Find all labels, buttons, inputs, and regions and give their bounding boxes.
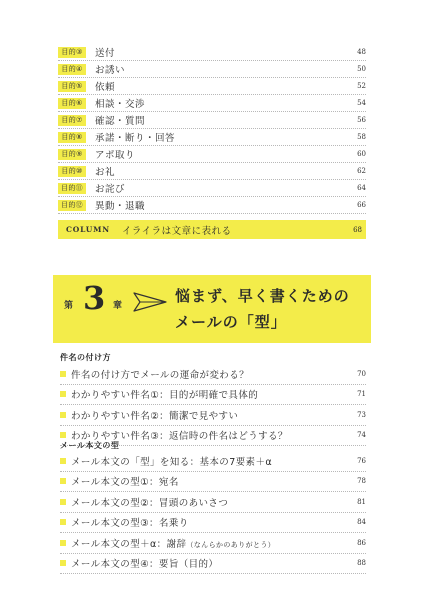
page-number: 66 xyxy=(357,201,366,209)
toc-row xyxy=(58,112,366,129)
purpose-tag: 目的⑨ xyxy=(58,149,86,160)
toc-row xyxy=(60,451,366,472)
page-number: 76 xyxy=(357,456,366,465)
toc-entry-title: メール本文の型③：名乗り xyxy=(71,518,189,530)
toc-entry-title: メール本文の「型」を知る：基本の7要素＋α xyxy=(71,456,273,468)
bullet-square-icon xyxy=(60,432,66,438)
toc-row xyxy=(60,492,366,513)
toc-entry-title: お詫び xyxy=(95,184,126,195)
toc-entry-title: メール本文の型②：冒頭のあいさつ xyxy=(71,497,229,509)
purpose-tag: 目的⑧ xyxy=(58,132,86,143)
toc-entry-title: お誘い xyxy=(95,65,126,76)
toc-entry-title: わかりやすい件名③：返信時の件名はどうする？ xyxy=(71,431,288,443)
toc-entry-note: （なんらかのありがとう） xyxy=(186,540,276,549)
chapter-prefix: 第 xyxy=(64,301,74,311)
purpose-toc-list xyxy=(58,44,366,214)
toc-row xyxy=(58,197,366,214)
toc-entry-title: メール本文の型①：宛名 xyxy=(71,477,179,489)
page-number: 50 xyxy=(357,65,366,73)
page-number: 52 xyxy=(357,82,366,90)
toc-row xyxy=(58,146,366,163)
section-heading: メール本文の型 xyxy=(60,441,120,450)
toc-entry-title: 件名の付け方でメールの運命が変わる？ xyxy=(71,369,250,381)
section-list xyxy=(60,451,366,574)
purpose-tag: 目的④ xyxy=(58,64,86,75)
bullet-square-icon xyxy=(60,499,66,505)
purpose-tag: 目的⑦ xyxy=(58,115,86,126)
column-title: イライラは文章に表れる xyxy=(121,225,232,237)
toc-entry-title-main: メール本文の型＋α：謝辞 xyxy=(71,538,187,550)
page-number: 54 xyxy=(357,99,366,107)
toc-entry-title: わかりやすい件名②：簡潔で見やすい xyxy=(71,410,239,422)
purpose-tag: 目的⑫ xyxy=(58,200,86,211)
page-number: 56 xyxy=(357,116,366,124)
toc-row xyxy=(60,533,366,554)
toc-row xyxy=(58,61,366,78)
purpose-tag: 目的⑤ xyxy=(58,81,86,92)
column-entry xyxy=(58,220,366,239)
purpose-tag: 目的③ xyxy=(58,47,86,58)
toc-row xyxy=(60,513,366,534)
bullet-square-icon xyxy=(60,371,66,377)
bullet-square-icon xyxy=(60,391,66,397)
chapter-header xyxy=(53,275,371,343)
toc-entry-title: 送付 xyxy=(95,48,116,59)
page-number: 62 xyxy=(357,167,366,175)
toc-row xyxy=(60,405,366,426)
toc-row xyxy=(58,78,366,95)
page-number: 64 xyxy=(357,184,366,192)
toc-entry-title xyxy=(71,536,275,550)
chapter-title-line1: 悩まず、早く書くための xyxy=(175,287,350,305)
column-tag: COLUMN xyxy=(66,225,110,234)
page-number: 78 xyxy=(357,477,366,486)
bullet-square-icon xyxy=(60,412,66,418)
page-number: 88 xyxy=(357,559,366,568)
toc-entry-title: わかりやすい件名①：目的が明確で具体的 xyxy=(71,390,259,402)
page-number: 68 xyxy=(353,225,362,234)
page-number: 71 xyxy=(357,390,366,399)
toc-row xyxy=(58,95,366,112)
chapter-suffix: 章 xyxy=(113,301,123,311)
page-number: 58 xyxy=(357,133,366,141)
purpose-tag: 目的⑪ xyxy=(58,183,86,194)
page-number: 86 xyxy=(357,538,366,547)
toc-row xyxy=(60,472,366,493)
toc-entry-title: アポ取り xyxy=(95,150,136,161)
purpose-tag: 目的⑩ xyxy=(58,166,86,177)
purpose-tag: 目的⑥ xyxy=(58,98,86,109)
page-number: 48 xyxy=(357,48,366,56)
chapter-number: 3 xyxy=(83,279,106,317)
chapter-title-line2: メールの「型」 xyxy=(175,313,287,331)
toc-entry-title: 確認・質問 xyxy=(95,116,146,127)
page-number: 73 xyxy=(357,410,366,419)
bullet-square-icon xyxy=(60,519,66,525)
bullet-square-icon xyxy=(60,560,66,566)
toc-row xyxy=(60,554,366,575)
toc-entry-title: 異動・退職 xyxy=(95,201,146,212)
toc-entry-title: 依頼 xyxy=(95,82,116,93)
toc-entry-title: メール本文の型④：要旨（目的） xyxy=(71,559,219,571)
section-heading: 件名の付け方 xyxy=(60,353,111,362)
toc-entry-title: お礼 xyxy=(95,167,116,178)
toc-row xyxy=(58,44,366,61)
page-number: 60 xyxy=(357,150,366,158)
page-number: 84 xyxy=(357,518,366,527)
toc-row xyxy=(58,180,366,197)
bullet-square-icon xyxy=(60,458,66,464)
toc-entry-title: 承諾・断り・回答 xyxy=(95,133,176,144)
bullet-square-icon xyxy=(60,478,66,484)
page-number: 74 xyxy=(357,431,366,440)
page-number: 81 xyxy=(357,497,366,506)
bullet-square-icon xyxy=(60,540,66,546)
toc-row xyxy=(60,364,366,385)
toc-entry-title: 相談・交渉 xyxy=(95,99,146,110)
toc-row xyxy=(60,385,366,406)
paper-plane-icon xyxy=(133,291,167,313)
page-number: 70 xyxy=(357,369,366,378)
toc-row xyxy=(58,129,366,146)
section-list xyxy=(60,364,366,446)
toc-row xyxy=(58,163,366,180)
